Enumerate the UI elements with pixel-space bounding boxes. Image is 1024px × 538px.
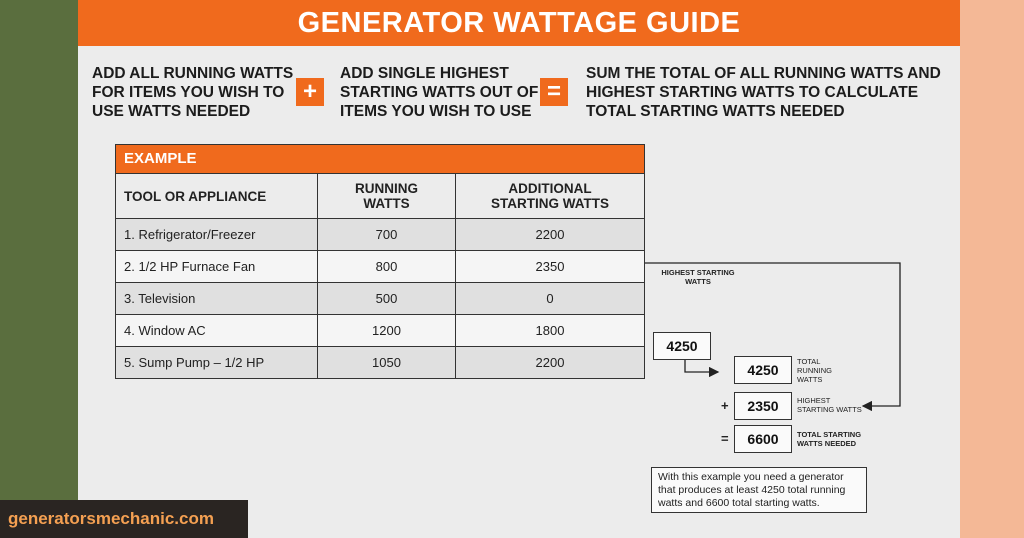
starting-watts-cell: 1800 bbox=[456, 315, 645, 347]
column-header-running: RUNNING WATTS bbox=[318, 174, 456, 219]
equals-icon: = bbox=[540, 78, 568, 106]
running-watts-cell: 1200 bbox=[318, 315, 456, 347]
starting-watts-cell: 2200 bbox=[456, 347, 645, 379]
starting-watts-cell: 2200 bbox=[456, 219, 645, 251]
step-2-text: ADD SINGLE HIGHEST STARTING WATTS OUT OF ITEMS YOU WISH TO USE bbox=[340, 65, 539, 120]
wattage-guide-card bbox=[78, 0, 960, 538]
running-watts-cell: 500 bbox=[318, 283, 456, 315]
step-3-text: SUM THE TOTAL OF ALL RUNNING WATTS AND HIGHEST STARTING WATTS TO CALCULATE TOTAL STARTING WATTS NEEDED bbox=[586, 65, 941, 120]
running-sum-box: 4250 bbox=[653, 332, 711, 360]
site-credit: generatorsmechanic.com bbox=[0, 500, 248, 538]
total-running-box: 4250 bbox=[734, 356, 792, 384]
page-title: GENERATOR WATTAGE GUIDE bbox=[78, 0, 960, 46]
appliance-cell: 3. Television bbox=[116, 283, 318, 315]
starting-watts-cell: 2350 bbox=[456, 251, 645, 283]
running-watts-cell: 700 bbox=[318, 219, 456, 251]
total-running-label: TOTAL RUNNING WATTS bbox=[797, 357, 832, 384]
equals-sign: = bbox=[721, 431, 729, 446]
total-starting-box: 6600 bbox=[734, 425, 792, 453]
connector-lines bbox=[78, 0, 960, 538]
appliance-cell: 1. Refrigerator/Freezer bbox=[116, 219, 318, 251]
appliance-cell: 5. Sump Pump – 1/2 HP bbox=[116, 347, 318, 379]
appliance-cell: 2. 1/2 HP Furnace Fan bbox=[116, 251, 318, 283]
highest-starting-box: 2350 bbox=[734, 392, 792, 420]
column-header-starting: ADDITIONAL STARTING WATTS bbox=[456, 174, 645, 219]
running-sum-connector bbox=[685, 358, 718, 372]
side-strip bbox=[960, 0, 1024, 538]
column-header-appliance: TOOL OR APPLIANCE bbox=[116, 174, 318, 219]
running-watts-cell: 800 bbox=[318, 251, 456, 283]
example-heading: EXAMPLE bbox=[115, 144, 645, 173]
plus-sign: + bbox=[721, 398, 729, 413]
running-watts-cell: 1050 bbox=[318, 347, 456, 379]
plus-icon: + bbox=[296, 78, 324, 106]
appliance-cell: 4. Window AC bbox=[116, 315, 318, 347]
highest-starting-label: HIGHEST STARTING WATTS bbox=[797, 396, 862, 414]
step-1-text: ADD ALL RUNNING WATTS FOR ITEMS YOU WISH TO USE WATTS NEEDED bbox=[92, 65, 294, 120]
total-starting-label: TOTAL STARTING WATTS NEEDED bbox=[797, 430, 862, 448]
summary-note: With this example you need a generator that produces at least 4250 total running watts and 6600 total starting watts. bbox=[651, 467, 867, 513]
highest-starting-callout: HIGHEST STARTING WATTS bbox=[661, 268, 735, 286]
starting-watts-cell: 0 bbox=[456, 283, 645, 315]
